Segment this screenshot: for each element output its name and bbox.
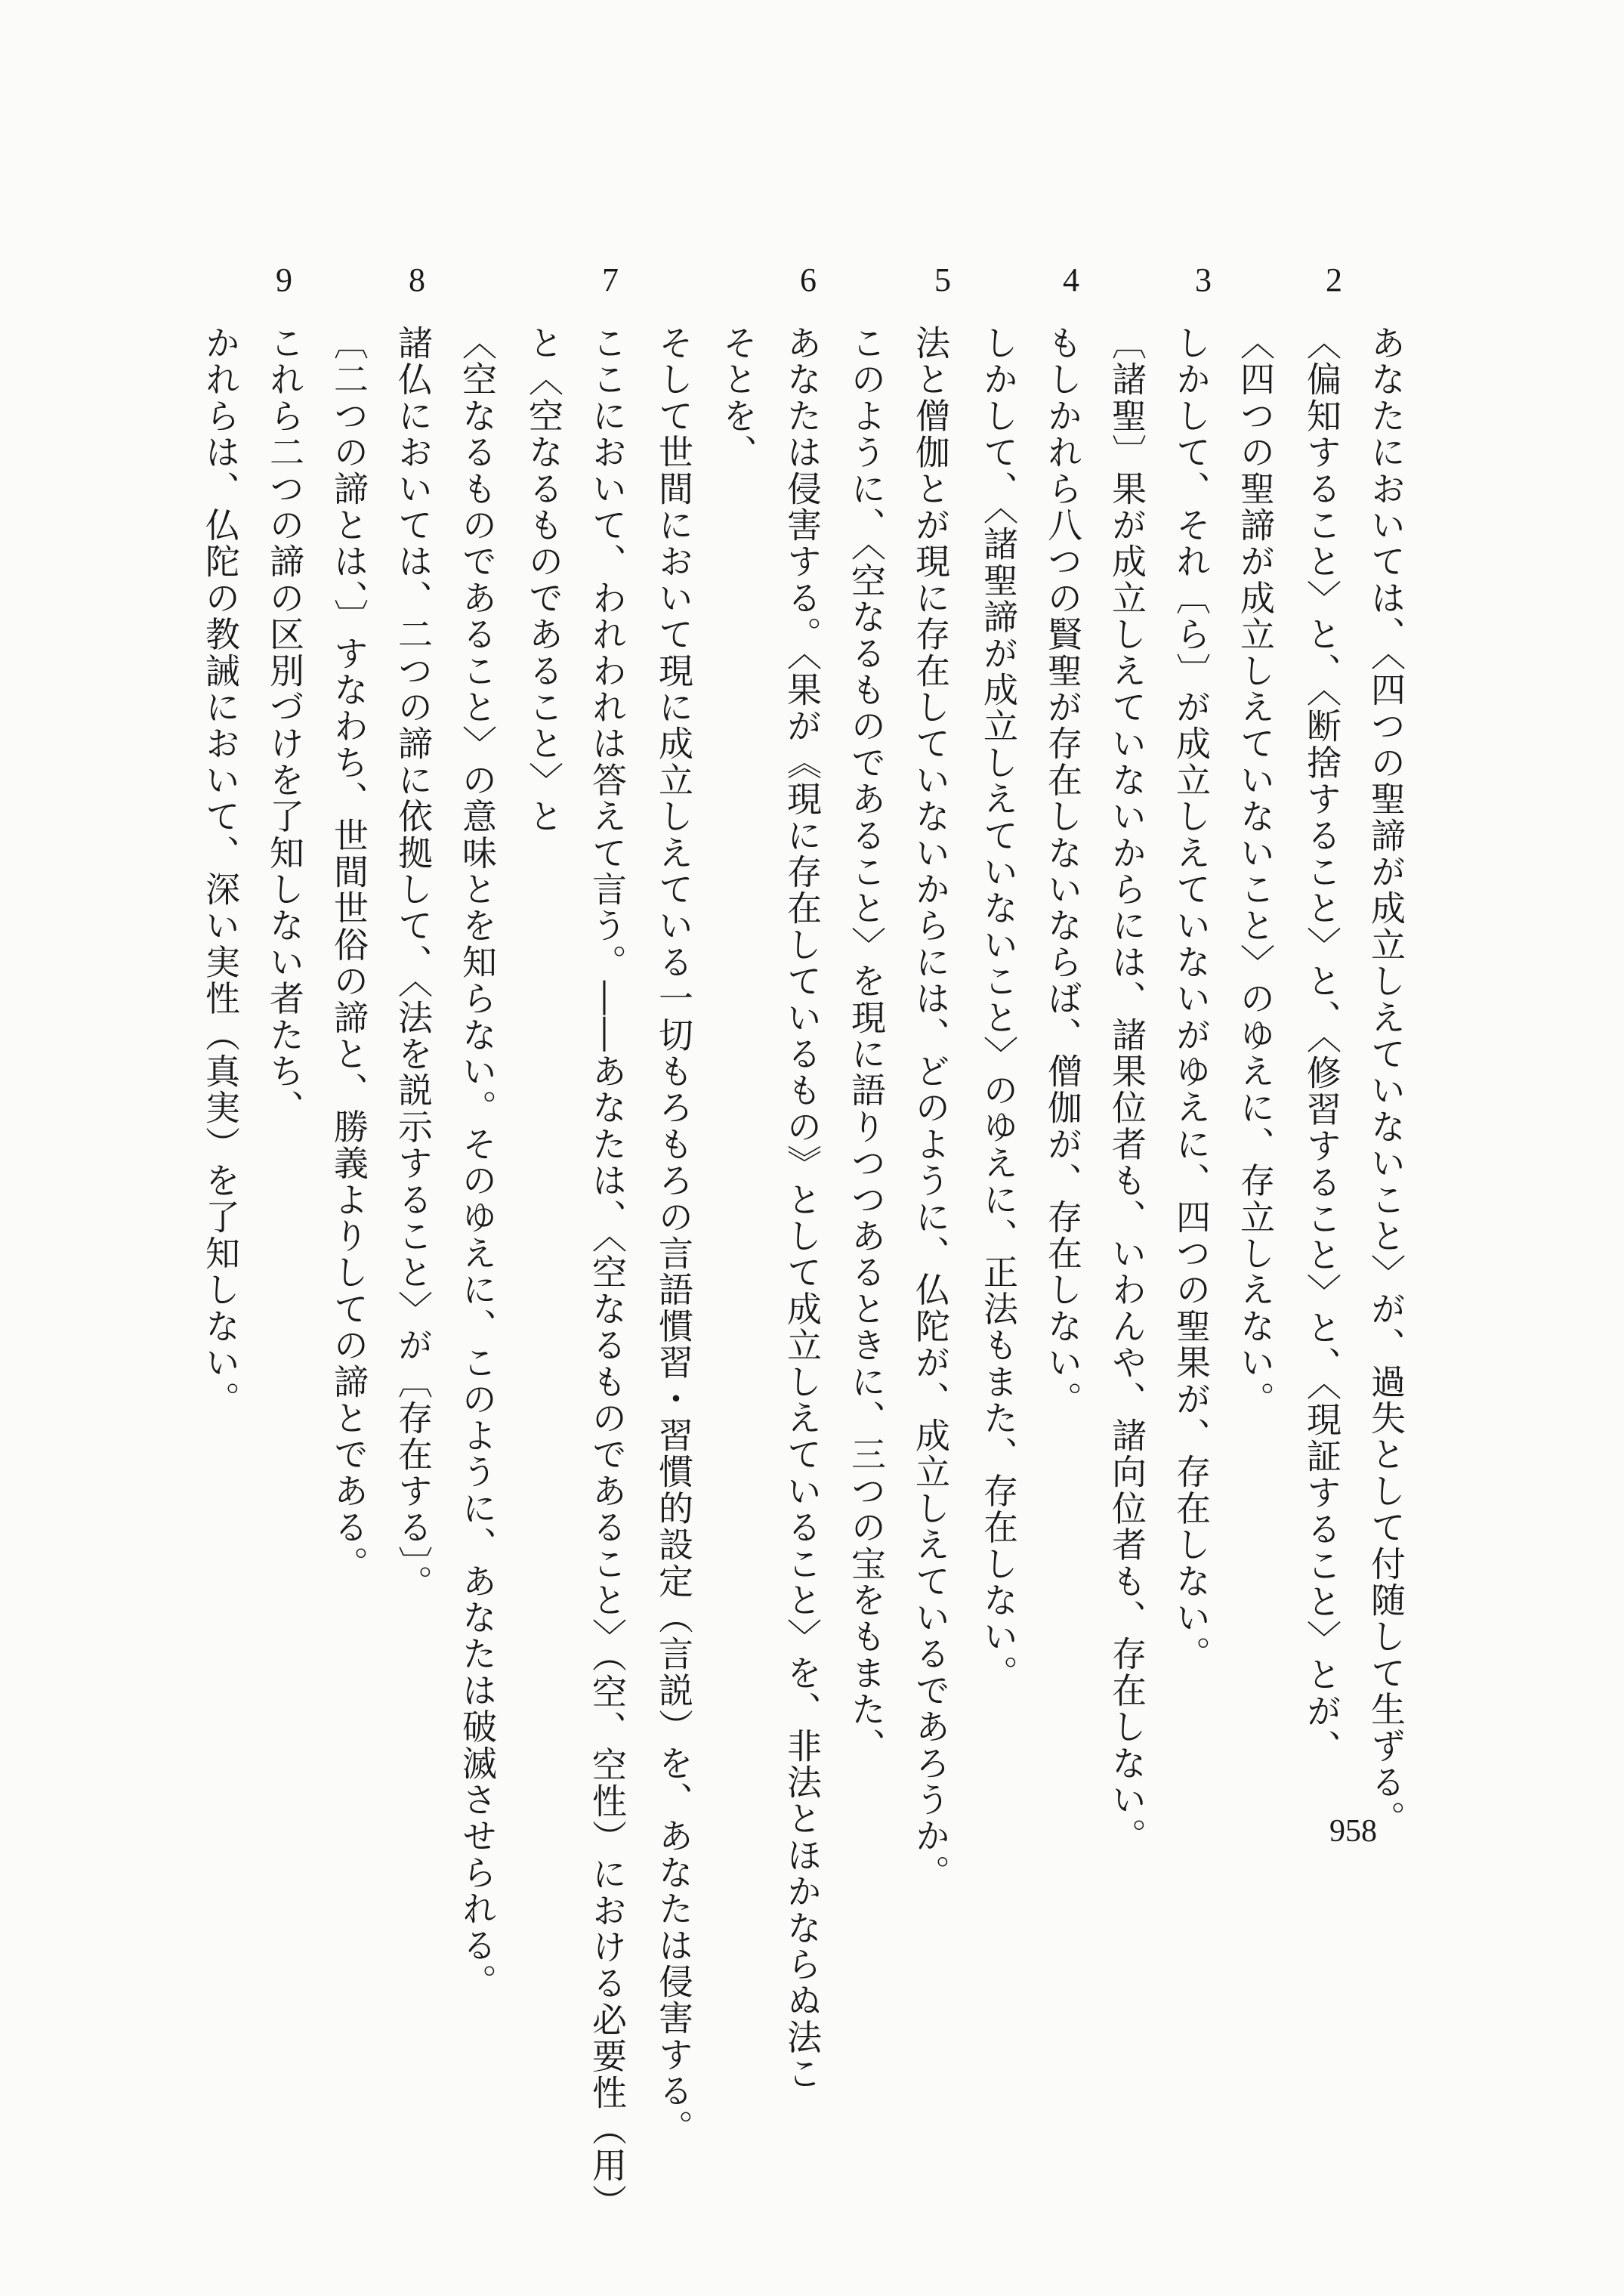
text-line: そとを、 bbox=[718, 325, 758, 471]
verse-number-7: 7 bbox=[602, 261, 619, 298]
text-line: 〈偏知すること〉と、〈断捨すること〉と、〈修習すること〉と、〈現証すること〉とが、 bbox=[1301, 325, 1342, 1766]
text-line: かれらは、仏陀の教誡において、深い実性（真実）を了知しない。 bbox=[200, 325, 241, 1417]
text-line: 〔諸聖〕果が成立しえていないからには、諸果位者も、いわんや、諸向位者も、存在しない。 bbox=[1107, 325, 1147, 1855]
verse-number-4: 4 bbox=[1063, 261, 1079, 298]
page-number: 958 bbox=[1329, 1814, 1377, 1849]
text-line: しかして、〈諸聖諦が成立しえていないこと〉のゆえに、正法もまた、存在しない。 bbox=[978, 325, 1019, 1692]
text-line: ここにおいて、われわれは答えて言う。――あなたは、〈空なるものであること〉（空、空性）における必要性（用） bbox=[587, 325, 628, 2220]
verse-number-2: 2 bbox=[1326, 261, 1342, 298]
verse-number-3: 3 bbox=[1195, 261, 1212, 298]
verse-number-5: 5 bbox=[934, 261, 951, 298]
text-line: そして世間において現に成立しえている一切もろもろの言語慣習・習慣的設定（言説）を、あなたは侵害する。 bbox=[653, 325, 694, 2146]
text-line: しかして、それ〔ら〕が成立しえていないがゆえに、四つの聖果が、存在しない。 bbox=[1171, 325, 1212, 1673]
text-line: 法と僧伽とが現に存在していないからには、どのように、仏陀が、成立しえているであろうか。 bbox=[910, 325, 951, 1891]
text-line: これら二つの諦の区別づけを了知しない者たち、 bbox=[264, 325, 305, 1126]
text-line: 〔二つの諦とは、〕すなわち、世間世俗の諦と、勝義よりしての諦とである。 bbox=[329, 325, 369, 1582]
text-line: このように、〈空なるものであること〉を現に語りつつあるときに、三つの宝をもまた、 bbox=[846, 325, 887, 1764]
text-line: と〈空なるものであること〉と bbox=[523, 325, 564, 835]
text-line: 〈空なるものであること〉の意味とを知らない。そのゆえに、このように、あなたは破滅させられる。 bbox=[457, 325, 498, 2001]
text-line: 〈四つの聖諦が成立しえていないこと〉のゆえに、存立しえない。 bbox=[1235, 325, 1276, 1417]
verse-number-8: 8 bbox=[409, 261, 425, 298]
text-line: あなたにおいては、〈四つの聖諦が成立しえていないこと〉が、過失として付随して生ずる。 bbox=[1366, 325, 1406, 1837]
text-line: もしかれら八つの賢聖が存在しないならば、僧伽が、存在しない。 bbox=[1042, 325, 1083, 1417]
verse-number-6: 6 bbox=[800, 261, 817, 298]
verse-number-9: 9 bbox=[276, 261, 292, 298]
text-line: 諸仏においては、二つの諦に依拠して、〈法を説示すること〉が〔存在する〕。 bbox=[393, 325, 434, 1602]
text-line: あなたは侵害する。〈果が《現に存在しているもの》として成立しえていること〉を、非法とほかならぬ法こ bbox=[782, 325, 823, 2092]
